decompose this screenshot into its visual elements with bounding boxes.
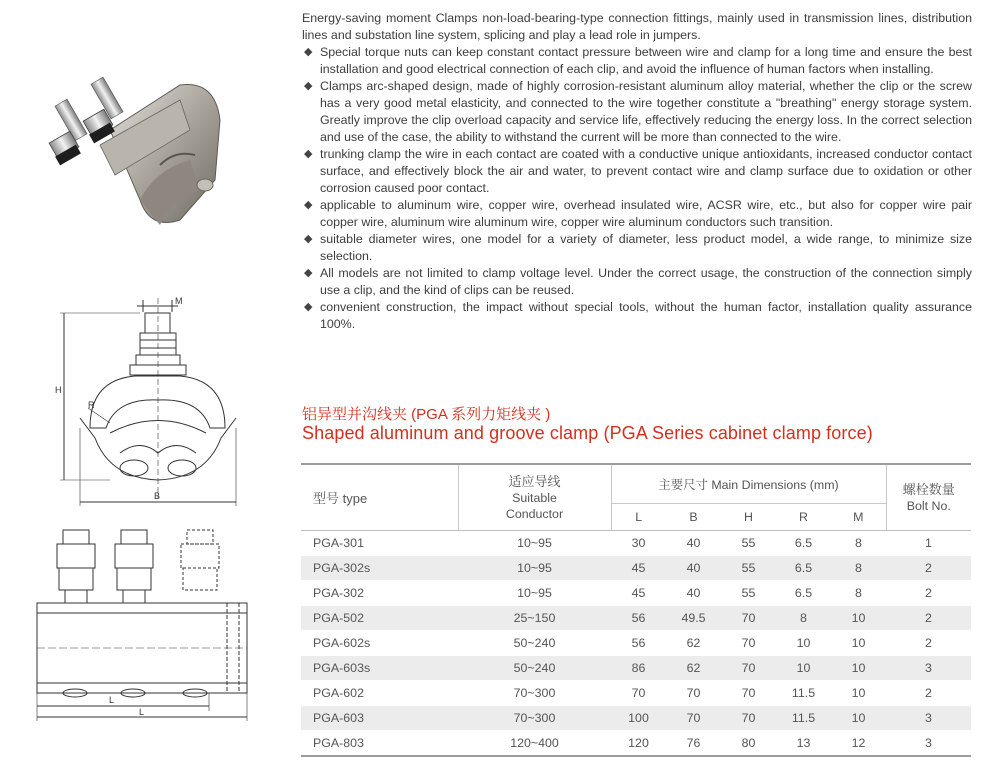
cell-h: 55: [721, 581, 776, 606]
cell-conductor: 10~95: [458, 556, 611, 581]
cell-r: 6.5: [776, 531, 831, 556]
cell-bolt-no: 3: [886, 706, 971, 731]
cell-b: 70: [666, 706, 721, 731]
cell-model: PGA-301: [301, 531, 458, 556]
dimension-label-l-long: L: [139, 707, 145, 717]
header-dim-h: H: [721, 504, 776, 531]
cell-b: 70: [666, 681, 721, 706]
cell-m: 12: [831, 731, 886, 757]
side-view-drawing: [25, 525, 260, 725]
cell-b: 49.5: [666, 606, 721, 631]
table-row: [301, 731, 971, 757]
cell-conductor: 120~400: [458, 731, 611, 757]
description-block: [300, 10, 972, 333]
cell-conductor: 70~300: [458, 681, 611, 706]
cell-bolt-no: 2: [886, 606, 971, 631]
table-row: [301, 706, 971, 731]
cell-b: 76: [666, 731, 721, 757]
dimension-label-b: B: [154, 491, 161, 501]
cell-r: 11.5: [776, 681, 831, 706]
header-dim-b: B: [666, 504, 721, 531]
cell-conductor: 70~300: [458, 706, 611, 731]
cell-model: PGA-302s: [301, 556, 458, 581]
cell-bolt-no: 2: [886, 631, 971, 656]
diamond-bullet-icon: ◆: [304, 46, 313, 58]
cell-h: 70: [721, 631, 776, 656]
feature-text: Special torque nuts can keep constant contact pressure between wire and clamp for a long time and ensure the best installation and good electrical connection of each clip, and avoid the influence of human factors when installing.: [320, 45, 972, 76]
table-row: [301, 606, 971, 631]
cell-model: PGA-602: [301, 681, 458, 706]
cell-l: 45: [611, 556, 666, 581]
dimension-label-l-short: L: [109, 695, 115, 705]
specification-table: [301, 463, 971, 757]
cell-bolt-no: 3: [886, 656, 971, 681]
cell-l: 56: [611, 606, 666, 631]
feature-text: suitable diameter wires, one model for a variety of diameter, less product model, a wide range, to minimize size selection.: [320, 232, 972, 263]
diamond-bullet-icon: ◆: [304, 267, 313, 279]
diamond-bullet-icon: ◆: [304, 148, 313, 160]
cell-model: PGA-302: [301, 581, 458, 606]
header-dim-r: R: [776, 504, 831, 531]
cell-r: 10: [776, 656, 831, 681]
dimension-label-h: H: [55, 385, 62, 395]
cell-r: 13: [776, 731, 831, 757]
cell-r: 8: [776, 606, 831, 631]
dimension-label-r: R: [88, 400, 95, 410]
feature-item: [300, 231, 972, 265]
cell-h: 80: [721, 731, 776, 757]
cell-model: PGA-602s: [301, 631, 458, 656]
cell-m: 10: [831, 606, 886, 631]
cell-l: 30: [611, 531, 666, 556]
feature-text: Clamps arc-shaped design, made of highly corrosion-resistant aluminum alloy material, whether the clip or the screw has a very good metal elasticity, and connected to the wire together constitute a "breathing" energy storage system. Greatly improve the clip overload capacity and service life, effectively reducing the energy loss. In the correct selection and use of the case, the ability to withstand the current will be more than connected to the wire.: [320, 79, 972, 144]
table-row: [301, 556, 971, 581]
cell-b: 62: [666, 656, 721, 681]
cell-b: 62: [666, 631, 721, 656]
cell-l: 56: [611, 631, 666, 656]
header-dim-m: M: [831, 504, 886, 531]
table-row: [301, 581, 971, 606]
feature-item: [300, 197, 972, 231]
feature-text: trunking clamp the wire in each contact are coated with a conductive unique antioxidants, increased conductor contact surface, and effectively block the air and water, to prevent contact wire and clamp surface due to oxidation or other corrosion caused poor contact.: [320, 147, 972, 195]
cell-b: 40: [666, 531, 721, 556]
cell-l: 120: [611, 731, 666, 757]
feature-item: [300, 146, 972, 197]
cell-l: 100: [611, 706, 666, 731]
cell-r: 11.5: [776, 706, 831, 731]
cell-b: 40: [666, 581, 721, 606]
section-title-english: Shaped aluminum and groove clamp (PGA Series cabinet clamp force): [302, 423, 873, 443]
cell-model: PGA-803: [301, 731, 458, 757]
diamond-bullet-icon: ◆: [304, 233, 313, 245]
section-title-chinese: 铝异型并沟线夹 (PGA 系列力矩线夹 ): [302, 406, 551, 423]
cell-m: 8: [831, 556, 886, 581]
table-row: [301, 681, 971, 706]
cell-r: 10: [776, 631, 831, 656]
clamp-product-photo: [40, 60, 240, 240]
table-row: [301, 631, 971, 656]
cell-l: 45: [611, 581, 666, 606]
cell-h: 70: [721, 656, 776, 681]
header-main-dimensions: 主要尺寸 Main Dimensions (mm): [611, 464, 886, 504]
table-row: [301, 531, 971, 556]
cell-m: 10: [831, 681, 886, 706]
cell-conductor: 10~95: [458, 531, 611, 556]
feature-text: applicable to aluminum wire, copper wire, overhead insulated wire, ACSR wire, etc., but also for copper wire pair copper wire, aluminum wire aluminum wire, copper wire aluminum conductors such transition.: [320, 198, 972, 229]
cell-bolt-no: 2: [886, 681, 971, 706]
cell-h: 70: [721, 706, 776, 731]
diamond-bullet-icon: ◆: [304, 199, 313, 211]
cell-conductor: 50~240: [458, 631, 611, 656]
cell-h: 55: [721, 556, 776, 581]
cell-m: 10: [831, 631, 886, 656]
header-type: 型号 type: [301, 464, 458, 531]
cell-bolt-no: 2: [886, 581, 971, 606]
front-view-drawing: [50, 288, 265, 513]
header-bolt-no: 螺栓数量 Bolt No.: [886, 464, 971, 531]
cell-conductor: 10~95: [458, 581, 611, 606]
dimension-label-m: M: [175, 296, 183, 306]
cell-bolt-no: 1: [886, 531, 971, 556]
cell-h: 70: [721, 606, 776, 631]
cell-m: 10: [831, 656, 886, 681]
cell-model: PGA-603: [301, 706, 458, 731]
header-conductor: 适应导线 Suitable Conductor: [458, 464, 611, 531]
feature-item: [300, 299, 972, 333]
diamond-bullet-icon: ◆: [304, 80, 313, 92]
intro-paragraph: Energy-saving moment Clamps non-load-bearing-type connection fittings, mainly used in transmission lines, distribution lines and substation line system, splicing and play a lead role in jumpers.: [302, 11, 972, 42]
cell-m: 8: [831, 581, 886, 606]
cell-m: 10: [831, 706, 886, 731]
cell-h: 70: [721, 681, 776, 706]
cell-b: 40: [666, 556, 721, 581]
table-row: [301, 656, 971, 681]
feature-item: [300, 78, 972, 146]
illustrations-column: [0, 0, 300, 767]
feature-item: [300, 265, 972, 299]
cell-bolt-no: 3: [886, 731, 971, 757]
cell-m: 8: [831, 531, 886, 556]
cell-l: 70: [611, 681, 666, 706]
header-dim-l: L: [611, 504, 666, 531]
feature-text: convenient construction, the impact without special tools, without the human factor, installation quality assurance 100%.: [320, 300, 972, 331]
feature-text: All models are not limited to clamp voltage level. Under the correct usage, the construction of the connection simply use a clip, and the kind of clips can be reused.: [320, 266, 972, 297]
cell-conductor: 25~150: [458, 606, 611, 631]
cell-bolt-no: 2: [886, 556, 971, 581]
cell-r: 6.5: [776, 581, 831, 606]
cell-h: 55: [721, 531, 776, 556]
cell-l: 86: [611, 656, 666, 681]
feature-list: [300, 44, 972, 333]
cell-model: PGA-502: [301, 606, 458, 631]
feature-item: [300, 44, 972, 78]
cell-conductor: 50~240: [458, 656, 611, 681]
diamond-bullet-icon: ◆: [304, 301, 313, 313]
cell-r: 6.5: [776, 556, 831, 581]
cell-model: PGA-603s: [301, 656, 458, 681]
